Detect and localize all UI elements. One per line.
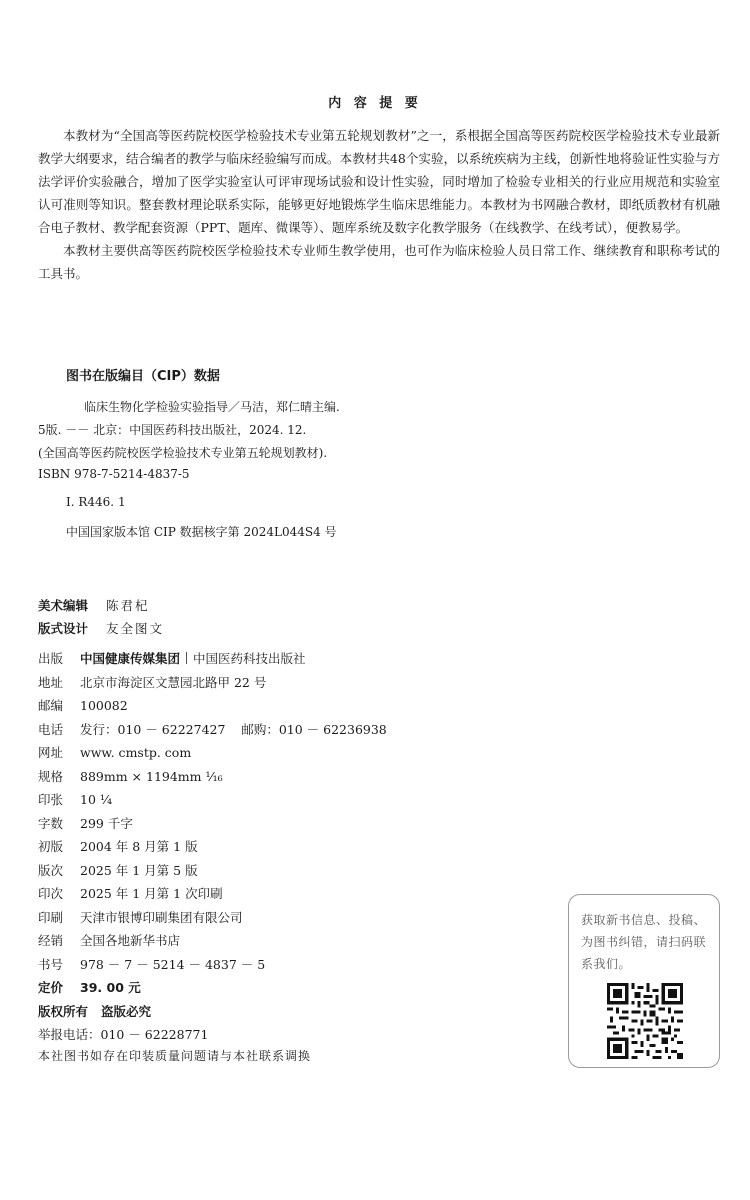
- cip-line-record-number: 中国国家版本馆 CIP 数据核字第 2024L044S4 号: [66, 525, 337, 539]
- summary-paragraph-2: 本教材主要供高等医药院校医学检验技术专业师生教学使用，也可作为临床检验人员日常工作、继续教育和职称考试的工具书。: [38, 243, 720, 281]
- info-label: 经销: [38, 933, 64, 948]
- info-row-printing: [38, 884, 387, 908]
- info-label: 印刷: [38, 909, 64, 925]
- info-label: 规格: [38, 768, 64, 784]
- info-value: 北京市海淀区文慧园北路甲 22 号: [80, 674, 267, 690]
- info-value: www. cmstp. com: [80, 745, 192, 760]
- info-value: 发行：010 － 62227427 邮购：010 － 62236938: [80, 721, 387, 737]
- info-value: 天津市银博印刷集团有限公司: [80, 909, 243, 925]
- info-value: 978 － 7 － 5214 － 4837 － 5: [80, 956, 266, 972]
- qr-instruction-text: 获取新书信息、投稿、为图书纠错，请扫码联系我们。: [581, 913, 707, 971]
- info-row-first-edition: [38, 837, 387, 861]
- summary-paragraph-1: 本教材为“全国高等医药院校医学检验技术专业第五轮规划教材”之一，系根据全国高等医药院校医学检验技术专业最新教学大纲要求，结合编者的教学与临床经验编写而成。本教材共48个实验，以系统疾病为主线，创新性地将验证性实验与方法学评价实验融合，增加了医学实验室认可评审现场试验和设计性实验，同时增加了检验专业相关的行业应用规范和实验室认可准则等知识。整套教材理论联系实际，能够更好地锻炼学生临床思维能力。本教材为书网融合教材，即纸质教材有机融合电子教材、教学配套资源（PPT、题库、微课等）、题库系统及数字化教学服务（在线教学、在线考试），便教易学。: [38, 128, 720, 235]
- info-row-distributor: [38, 931, 387, 955]
- info-label: 地址: [38, 674, 64, 690]
- cip-line-edition: 5版. －－ 北京：中国医药科技出版社，2024. 12.: [38, 423, 307, 437]
- info-row-word-count: [38, 814, 387, 838]
- qr-contact-box: [568, 894, 720, 1068]
- info-row-publisher: [38, 649, 387, 673]
- page-title: 内 容 提 要: [328, 96, 422, 111]
- info-value: 889mm × 1194mm ¹⁄₁₆: [80, 768, 223, 784]
- info-value: 2025 年 1 月第 1 次印刷: [80, 886, 223, 901]
- info-row-website: [38, 743, 387, 767]
- info-label: 印次: [38, 886, 64, 901]
- info-row-phone: [38, 720, 387, 744]
- info-label: 字数: [38, 815, 64, 831]
- info-row-sheets: [38, 790, 387, 814]
- cip-line-series: (全国高等医药院校医学检验技术专业第五轮规划教材).: [38, 446, 328, 460]
- info-label: 网址: [38, 745, 64, 760]
- info-value: 39. 00 元: [80, 980, 141, 995]
- report-phone: 举报电话：010 － 62228771: [38, 1027, 209, 1042]
- info-label: 初版: [38, 839, 64, 854]
- info-label: 定价: [38, 980, 64, 995]
- publisher-group: 中国健康传媒集团: [80, 651, 181, 666]
- info-label: 印张: [38, 792, 64, 807]
- publisher-name: 中国医药科技出版社: [193, 651, 306, 666]
- content-summary: [38, 124, 720, 285]
- info-label: 版次: [38, 862, 64, 878]
- info-label: 出版: [38, 651, 64, 666]
- footer-note: 本社图书如存在印装质量问题请与本社联系调换: [38, 1049, 312, 1063]
- info-value: 299 千字: [80, 815, 133, 831]
- info-row-edition: [38, 861, 387, 885]
- info-row-price: [38, 978, 387, 1002]
- info-row-isbn: [38, 955, 387, 979]
- publication-info: [38, 649, 387, 1049]
- info-row-printer: [38, 908, 387, 932]
- info-value: 2004 年 8 月第 1 版: [80, 839, 198, 854]
- credit-label: 版式设计: [38, 621, 89, 636]
- copyright-notice: 版权所有 盗版必究: [38, 1003, 152, 1019]
- cip-line-title: 临床生物化学检验实验指导／马洁，郑仁晴主编.: [84, 400, 340, 414]
- info-row-address: [38, 673, 387, 697]
- credit-layout-design: [38, 619, 164, 637]
- info-label: 电话: [38, 721, 64, 737]
- qr-code-icon[interactable]: [607, 983, 683, 1059]
- cip-line-isbn: ISBN 978-7-5214-4837-5: [38, 467, 190, 481]
- info-label: 邮编: [38, 698, 64, 713]
- cip-line-classification: Ⅰ. R446. 1: [66, 495, 126, 509]
- separator: [186, 652, 187, 664]
- info-label: 书号: [38, 956, 64, 972]
- credit-art-editor: [38, 596, 150, 614]
- credit-value: 陈君杞: [106, 598, 150, 613]
- cip-heading: 图书在版编目（CIP）数据: [66, 369, 220, 384]
- info-value: 2025 年 1 月第 5 版: [80, 862, 198, 878]
- credit-label: 美术编辑: [38, 598, 89, 613]
- info-row-postcode: [38, 696, 387, 720]
- credit-value: 友全图文: [106, 621, 165, 636]
- info-value: 10 ¹⁄₄: [80, 792, 112, 807]
- info-value: 100082: [80, 698, 128, 713]
- info-row-format: [38, 767, 387, 791]
- info-value: 全国各地新华书店: [80, 933, 181, 948]
